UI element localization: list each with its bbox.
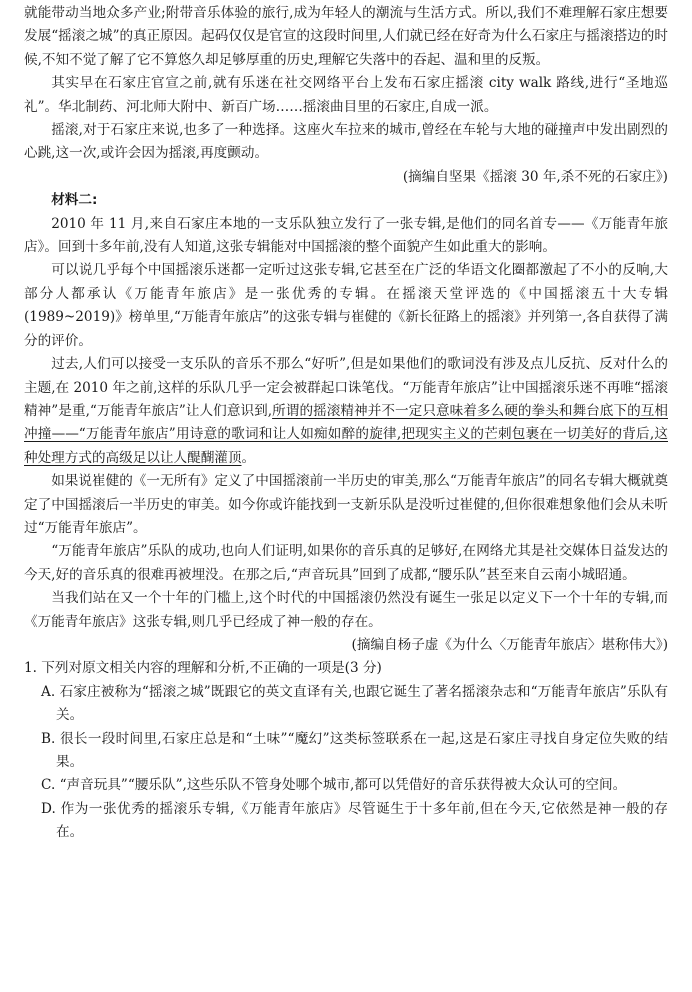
paragraph-3-end: 。 (241, 449, 256, 466)
question-stem: 1. 下列对原文相关内容的理解和分析,不正确的一项是(3 分) (24, 660, 382, 677)
option-c[interactable]: C. “声音玩具”“腰乐队”,这些乐队不管身处哪个城市,都可以凭借好的音乐获得被大众认可的空间。 (41, 777, 627, 794)
material-two-paragraph-1: 2010 年 11 月,来自石家庄本地的一支乐队独立发行了一张专辑,是他们的同名首专——《万能青年旅店》。回到十多年前,没有人知道,这张专辑能对中国摇滚的整个面貌产生如此重大的影响。 (24, 215, 668, 256)
option-b[interactable]: B. 很长一段时间里,石家庄总是和“土味”“魔幻”这类标签联系在一起,这是石家庄寻找自身定位失败的结果。 (41, 730, 668, 770)
paragraph-3-lead: 过去,人们可以接受一支乐队的音乐不那么“好听”,但是如果他们的歌词没有涉及点儿反抗、反对什么的主题,在 2010 年之前,这样的乐队几乎一定会被群起口诛笔伐。“万能青年旅店”让中国摇滚乐迷不再唯“摇滚精神”是重,“万能青年旅店”让人们意识到, (24, 356, 668, 419)
material-two-paragraph-2: 可以说几乎每个中国摇滚乐迷都一定听过这张专辑,它甚至在广泛的华语文化圈都激起了不小的反响,大部分人都承认《万能青年旅店》是一张优秀的专辑。在摇滚天堂评选的《中国摇滚五十大专辑(1989~2019)》榜单里,“万能青年旅店”的这张专辑与崔健的《新长征路上的摇滚》并列第一,各自获得了满分的评价。 (24, 262, 668, 349)
underlined-sentence: 所谓的摇滚精神并不一定只意味着多么硬的拳头和舞台底下的互相冲撞——“万能青年旅店”用诗意的歌词和让人如痴如醉的旋律,把现实主义的芒刺包裹在一切美好的背后,这种处理方式的高级足以让人醍醐灌顶 (24, 402, 668, 466)
material-two-paragraph-4: 如果说崔健的《一无所有》定义了中国摇滚前一半历史的审美,那么“万能青年旅店”的同名专辑大概就奠定了中国摇滚后一半历史的审美。如今你或许能找到一支新乐队是没听过崔健的,但你很难想象他们会从未听过“万能青年旅店”。 (24, 473, 668, 536)
material-one-paragraph-3: 摇滚,对于石家庄来说,也多了一种选择。这座火车拉来的城市,曾经在车轮与大地的碰撞声中发出剧烈的心跳,这一次,或许会因为摇滚,再度颤动。 (24, 122, 668, 162)
material-two-heading: 材料二: (51, 192, 98, 209)
option-d[interactable]: D. 作为一张优秀的摇滚乐专辑,《万能青年旅店》尽管诞生于十多年前,但在今天,它依然是神一般的存在。 (41, 800, 668, 841)
material-two-paragraph-5: “万能青年旅店”乐队的成功,也向人们证明,如果你的音乐真的足够好,在网络尤其是社交媒体日益发达的今天,好的音乐真的很难再被埋没。在那之后,“声音玩具”回到了成都,“腰乐队”甚至来自云南小城昭通。 (24, 543, 668, 583)
material-two-source: (摘编自杨子虚《为什么〈万能青年旅店〉堪称伟大》) (351, 636, 668, 653)
material-one-paragraph-2: 其实早在石家庄官宣之前,就有乐迷在社交网络平台上发布石家庄摇滚 city walk 路线,进行“圣地巡礼”。华北制药、河北师大附中、新百广场……摇滚曲目里的石家庄,自成一派。 (24, 75, 668, 115)
material-two-paragraph-3 (24, 353, 668, 470)
material-one-source: (摘编自坚果《摇滚 30 年,杀不死的石家庄》) (402, 168, 668, 185)
material-two-paragraph-6: 当我们站在又一个十年的门槛上,这个时代的中国摇滚仍然没有诞生一张足以定义下一个十年的专辑,而《万能青年旅店》这张专辑,则几乎已经成了神一般的存在。 (24, 590, 668, 630)
material-one-paragraph-1: 就能带动当地众多产业;附带音乐体验的旅行,成为年轻人的潮流与生活方式。所以,我们不难理解石家庄想要发展“摇滚之城”的真正原因。起码仅仅是官宣的这段时间里,人们就已经在好奇为什么石家庄与摇滚搭边的时候,不知不觉了解了它不算悠久却足够厚重的历史,理解它失落中的吞起、温和里的反叛。 (24, 5, 668, 68)
option-a[interactable]: A. 石家庄被称为“摇滚之城”既跟它的英文直译有关,也跟它诞生了著名摇滚杂志和“万能青年旅店”乐队有关。 (41, 683, 668, 724)
